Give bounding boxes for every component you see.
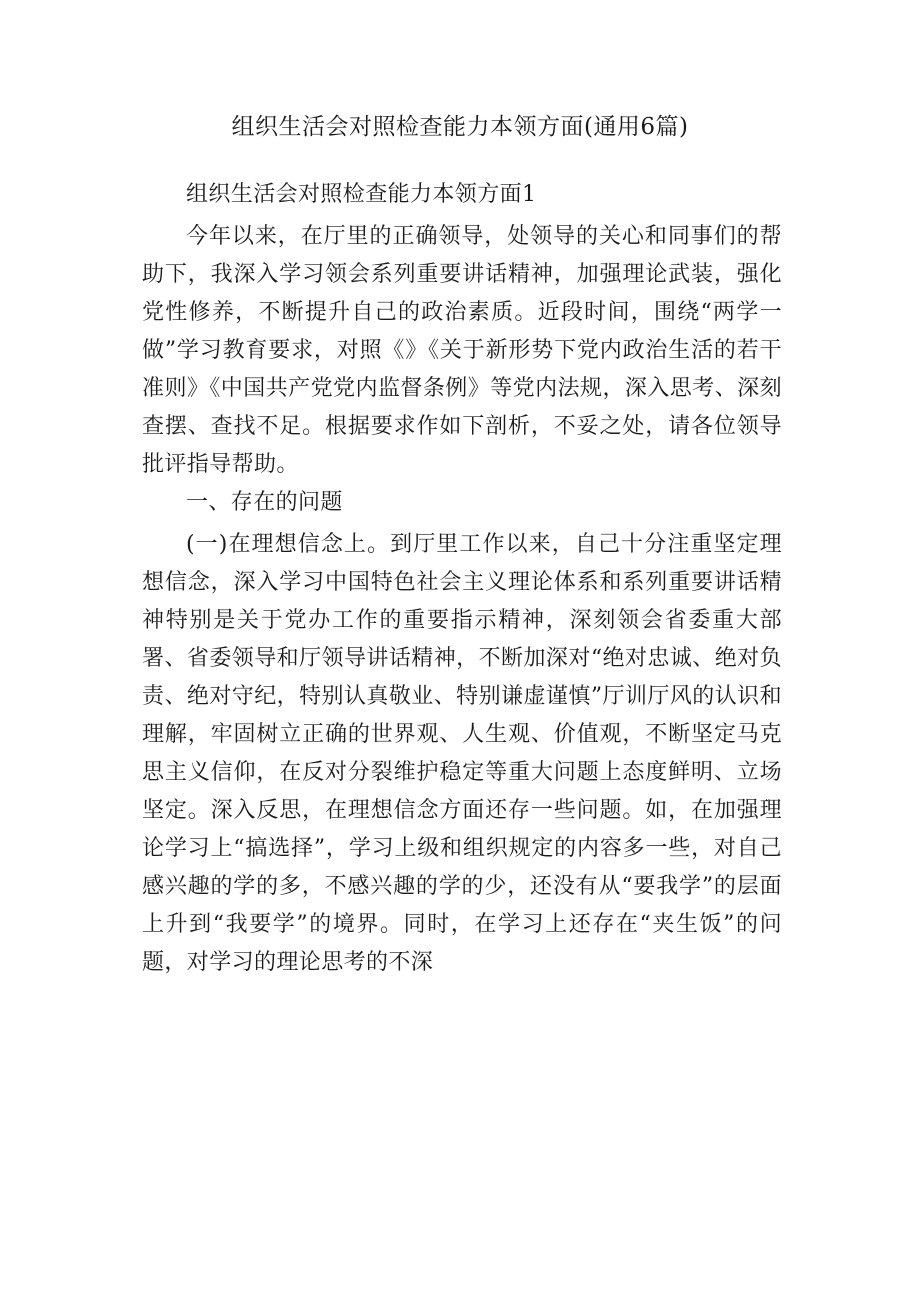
section-heading: 组织生活会对照检查能力本领方面1 xyxy=(186,182,537,207)
part-heading: 一、存在的问题 xyxy=(186,490,343,515)
document-title: 组织生活会对照检查能力本领方面(通用6篇) xyxy=(231,114,689,140)
document-body xyxy=(142,176,782,982)
intro-paragraph: 今年以来，在厅里的正确领导，处领导的关心和同事们的帮助下，我深入学习领会系列重要讲话精神，加强理论武装，强化党性修养，不断提升自己的政治素质。近段时间，围绕“两学一做”学习教育要求，对照《》《关于新形势下党内政治生活的若干准则》《中国共产党党内监督条例》等党内法规，深入思考、深刻查摆、查找不足。根据要求作如下剖析，不妥之处，请各位领导批评指导帮助。 xyxy=(142,224,782,477)
item-paragraph: (一)在理想信念上。到厅里工作以来，自己十分注重坚定理想信念，深入学习中国特色社会主义理论体系和系列重要讲话精神特别是关于党办工作的重要指示精神，深刻领会省委重大部署、省委领导和厅领导讲话精神，不断加深对“绝对忠诚、绝对负责、绝对守纪，特别认真敬业、特别谦虚谨慎”厅训厅风的认识和理解，牢固树立正确的世界观、人生观、价值观，不断坚定马克思主义信仰，在反对分裂维护稳定等重大问题上态度鲜明、立场坚定。深入反思，在理想信念方面还存一些问题。如，在加强理论学习上“搞选择”，学习上级和组织规定的内容多一些，对自己感兴趣的学的多，不感兴趣的学的少，还没有从“要我学”的层面上升到“我要学”的境界。同时，在学习上还存在“夹生饭”的问题，对学习的理论思考的不深 xyxy=(142,532,782,975)
